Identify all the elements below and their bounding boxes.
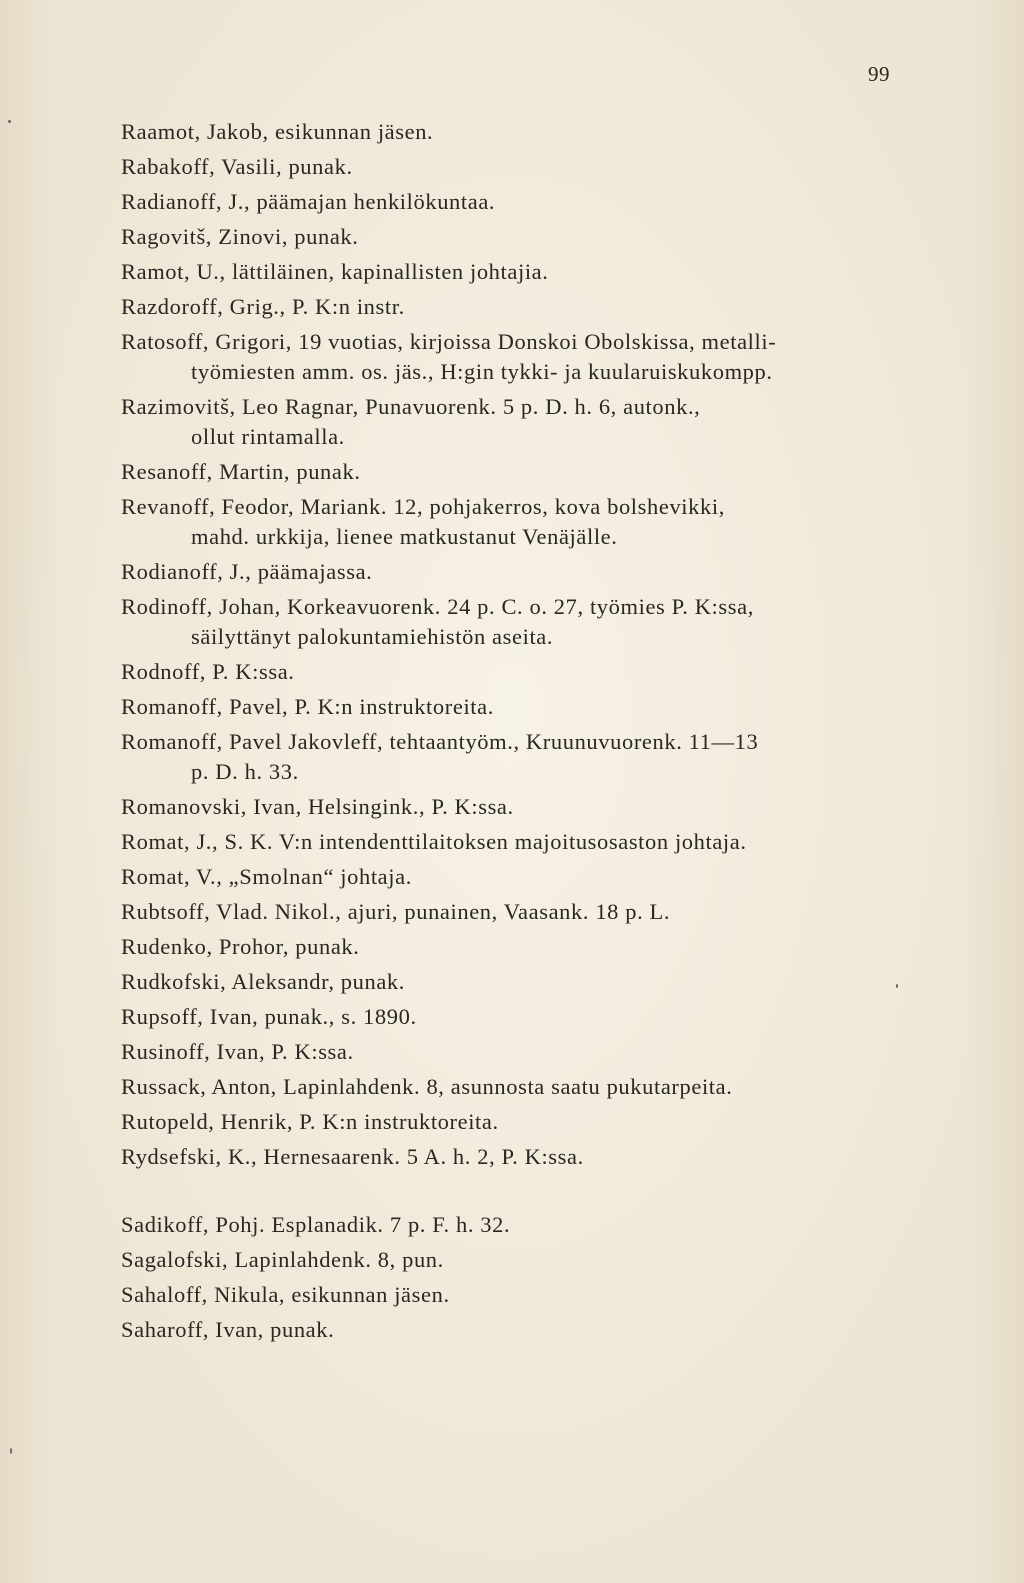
entry-line: Rabakoff, Vasili, punak. <box>121 154 353 179</box>
list-entry <box>121 557 901 587</box>
list-entry <box>121 1315 901 1345</box>
entry-continuation: mahd. urkkija, lienee matkustanut Venäjälle. <box>191 524 618 549</box>
entry-line: Rupsoff, Ivan, punak., s. 1890. <box>121 1004 417 1029</box>
entry-line: Rutopeld, Henrik, P. K:n instruktoreita. <box>121 1109 499 1134</box>
entry-line: Romanoff, Pavel Jakovleff, tehtaantyöm., Kruunuvuorenk. 11—13 <box>121 729 759 754</box>
entry-line: Sagalofski, Lapinlahdenk. 8, pun. <box>121 1247 444 1272</box>
list-entry <box>121 222 901 252</box>
name-list <box>121 117 901 1350</box>
entry-line: Razimovitš, Leo Ragnar, Punavuorenk. 5 p. D. h. 6, autonk., <box>121 394 701 419</box>
list-entry <box>121 257 901 287</box>
list-entry <box>121 152 901 182</box>
paper-speck <box>10 1448 12 1454</box>
entry-line: Ragovitš, Zinovi, punak. <box>121 224 359 249</box>
list-entry <box>121 657 901 687</box>
list-entry <box>121 392 901 452</box>
entry-line: Sadikoff, Pohj. Esplanadik. 7 p. F. h. 32. <box>121 1212 511 1237</box>
list-entry <box>121 327 901 387</box>
list-entry <box>121 187 901 217</box>
list-entry <box>121 292 901 322</box>
list-entry <box>121 492 901 552</box>
paper-speck <box>896 984 898 988</box>
list-entry <box>121 932 901 962</box>
entry-line: Rodinoff, Johan, Korkeavuorenk. 24 p. C. o. 27, työmies P. K:ssa, <box>121 594 754 619</box>
list-entry <box>121 592 901 652</box>
entry-line: Russack, Anton, Lapinlahdenk. 8, asunnosta saatu pukutarpeita. <box>121 1074 733 1099</box>
list-entry <box>121 1002 901 1032</box>
entry-line: Sahaloff, Nikula, esikunnan jäsen. <box>121 1282 450 1307</box>
entry-line: Romat, V., „Smolnan“ johtaja. <box>121 864 412 889</box>
list-entry <box>121 792 901 822</box>
entry-line: Romat, J., S. K. V:n intendenttilaitoksen majoitusosaston johtaja. <box>121 829 747 854</box>
list-entry <box>121 1210 901 1240</box>
entry-line: Rudkofski, Aleksandr, punak. <box>121 969 405 994</box>
entry-line: Rudenko, Prohor, punak. <box>121 934 360 959</box>
list-entry <box>121 897 901 927</box>
entry-line: Radianoff, J., päämajan henkilökuntaa. <box>121 189 496 214</box>
entry-line: Razdoroff, Grig., P. K:n instr. <box>121 294 405 319</box>
entry-line: Raamot, Jakob, esikunnan jäsen. <box>121 119 434 144</box>
section-gap <box>121 1177 901 1210</box>
list-entry <box>121 967 901 997</box>
list-entry <box>121 692 901 722</box>
entry-continuation: säilyttänyt palokuntamiehistön aseita. <box>191 624 554 649</box>
entry-line: Revanoff, Feodor, Mariank. 12, pohjakerros, kova bolshevikki, <box>121 494 725 519</box>
entry-line: Rodianoff, J., päämajassa. <box>121 559 373 584</box>
entry-line: Romanovski, Ivan, Helsingink., P. K:ssa. <box>121 794 514 819</box>
entry-line: Saharoff, Ivan, punak. <box>121 1317 335 1342</box>
list-entry <box>121 862 901 892</box>
entry-continuation: ollut rintamalla. <box>191 424 345 449</box>
list-entry <box>121 1107 901 1137</box>
list-entry <box>121 117 901 147</box>
entry-line: Rubtsoff, Vlad. Nikol., ajuri, punainen, Vaasank. 18 p. L. <box>121 899 671 924</box>
list-entry <box>121 1037 901 1067</box>
entry-continuation: työmiesten amm. os. jäs., H:gin tykki- ja kuularuiskukompp. <box>191 359 773 384</box>
paper-speck <box>8 120 11 123</box>
entry-line: Romanoff, Pavel, P. K:n instruktoreita. <box>121 694 494 719</box>
page-number: 99 <box>868 62 890 86</box>
list-entry <box>121 727 901 787</box>
entry-line: Resanoff, Martin, punak. <box>121 459 361 484</box>
entry-line: Ratosoff, Grigori, 19 vuotias, kirjoissa Donskoi Obolskissa, metalli- <box>121 329 777 354</box>
list-entry <box>121 827 901 857</box>
entry-line: Rusinoff, Ivan, P. K:ssa. <box>121 1039 354 1064</box>
list-entry <box>121 1142 901 1172</box>
entry-line: Ramot, U., lättiläinen, kapinallisten johtajia. <box>121 259 549 284</box>
list-entry <box>121 1072 901 1102</box>
entry-line: Rodnoff, P. K:ssa. <box>121 659 295 684</box>
entry-line: Rydsefski, K., Hernesaarenk. 5 A. h. 2, P. K:ssa. <box>121 1144 584 1169</box>
entry-continuation: p. D. h. 33. <box>191 759 299 784</box>
list-entry <box>121 1280 901 1310</box>
list-entry <box>121 1245 901 1275</box>
list-entry <box>121 457 901 487</box>
